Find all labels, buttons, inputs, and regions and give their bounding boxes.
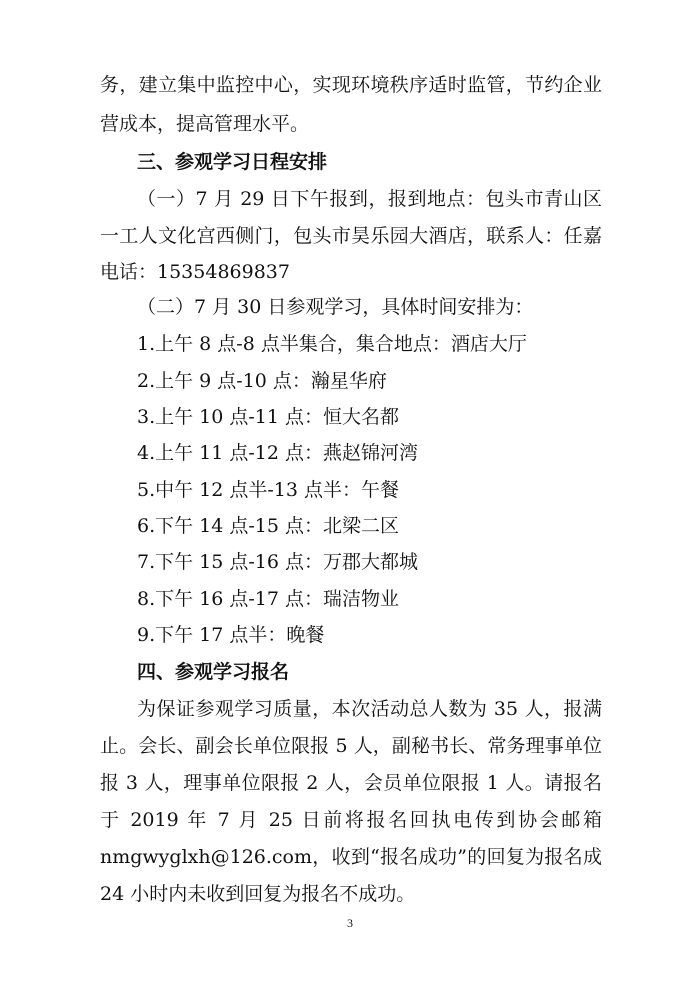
registration-line-2: 止。会长、副会长单位限报 5 人，副秘书长、常务理事单位 xyxy=(100,735,602,757)
schedule-item: 7.下午 15 点-16 点：万郡大都城 xyxy=(137,551,419,573)
arrival-line-3: 电话：15354869837 xyxy=(100,261,290,283)
section-four-heading: 四、参观学习报名 xyxy=(137,661,290,683)
schedule-item: 3.上午 10 点-11 点：恒大名都 xyxy=(137,406,400,428)
schedule-intro: （二）7 月 30 日参观学习，具体时间安排为： xyxy=(137,296,534,318)
continuation-line-1: 务，建立集中监控中心，实现环境秩序适时监管，节约企业 xyxy=(100,74,602,96)
registration-line-4: 于 2019 年 7 月 25 日前将报名回执电传到协会邮箱 xyxy=(100,809,602,831)
continuation-line-2: 营成本，提高管理水平。 xyxy=(100,113,310,135)
schedule-item: 9.下午 17 点半：晚餐 xyxy=(137,624,325,646)
arrival-line-1: （一）7 月 29 日下午报到，报到地点：包头市青山区 xyxy=(137,188,602,210)
schedule-item: 4.上午 11 点-12 点：燕赵锦河湾 xyxy=(137,442,419,464)
registration-line-5: nmgwyglxh@126.com，收到“报名成功”的回复为报名成 xyxy=(100,846,602,868)
registration-line-1: 为保证参观学习质量，本次活动总人数为 35 人，报满 xyxy=(137,698,602,720)
schedule-item: 1.上午 8 点-8 点半集合，集合地点：酒店大厅 xyxy=(137,333,527,355)
arrival-line-2: 一工人文化宫西侧门，包头市昊乐园大酒店，联系人：任嘉 xyxy=(100,225,602,247)
schedule-item: 6.下午 14 点-15 点：北梁二区 xyxy=(137,515,400,537)
registration-line-3: 报 3 人，理事单位限报 2 人，会员单位限报 1 人。请报名 xyxy=(100,772,602,794)
schedule-item: 5.中午 12 点半-13 点半：午餐 xyxy=(137,479,400,501)
section-three-heading: 三、参观学习日程安排 xyxy=(137,151,328,173)
page-number: 3 xyxy=(347,916,353,930)
schedule-item: 8.下午 16 点-17 点：瑞洁物业 xyxy=(137,588,400,610)
registration-line-6: 24 小时内未收到回复为报名不成功。 xyxy=(100,883,416,905)
schedule-item: 2.上午 9 点-10 点：瀚星华府 xyxy=(137,370,387,392)
